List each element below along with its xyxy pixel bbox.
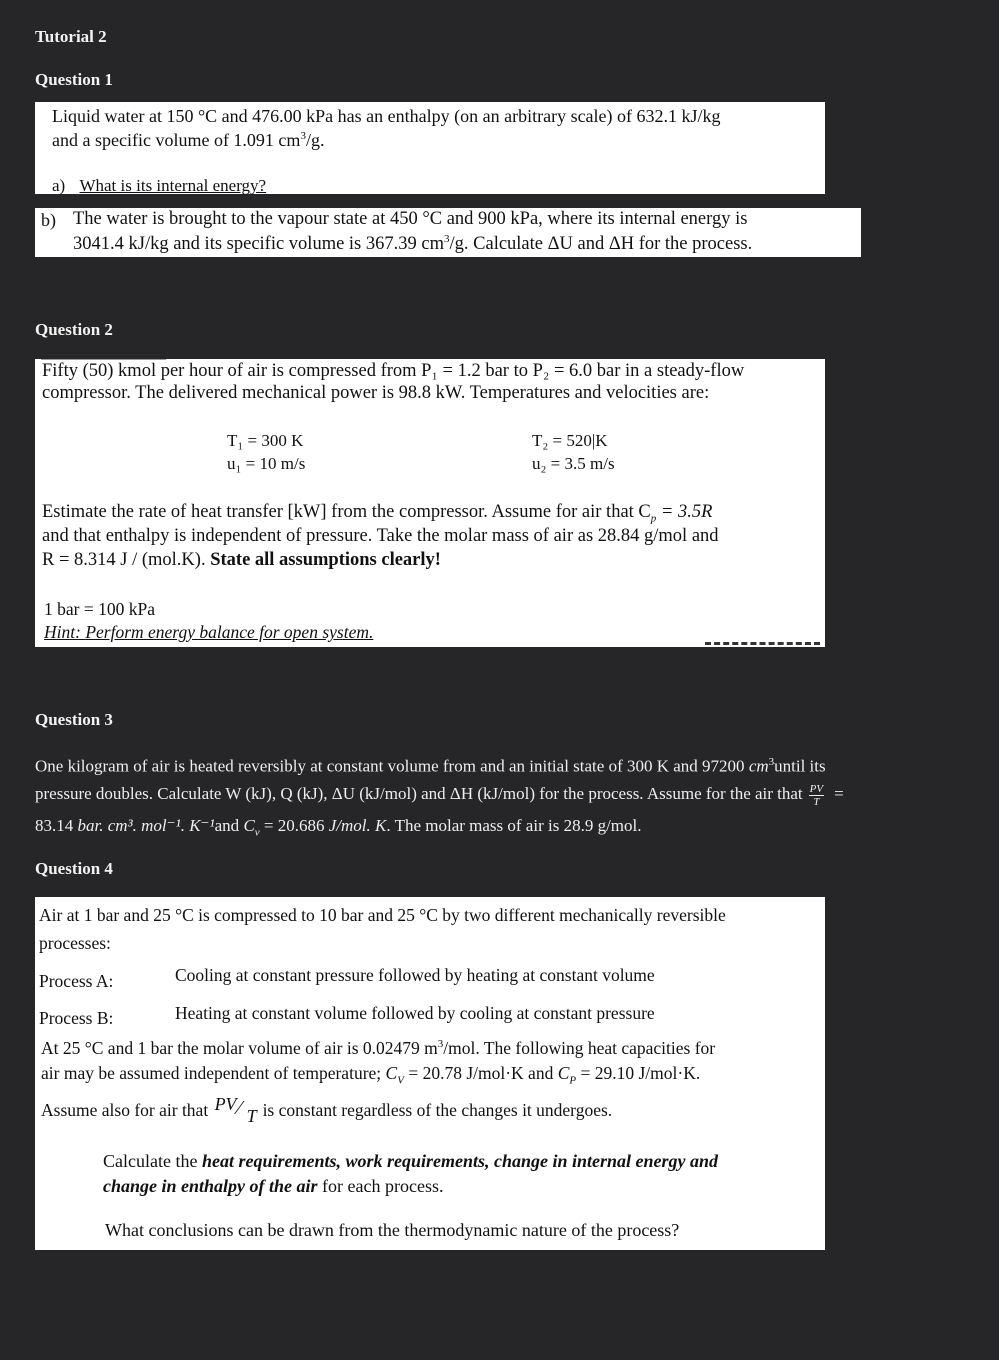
q2-line-1: Fifty (50) kmol per hour of air is compressed from P₁ = 1.2 bar to P₂ = 6.0 bar in a steady-flow <box>42 361 745 381</box>
q1-line-2: and a specific volume of 1.091 $cm^3/g$. <box>52 130 325 150</box>
q1-line-1: Liquid water at 150 °C and 476.00 kPa has an enthalpy (on an arbitrary scale) of 632.1 kJ/kg <box>52 106 721 126</box>
q2-t2: T₂ = 520|K <box>532 431 608 450</box>
q2-t1: T₁ = 300 K <box>227 431 304 450</box>
q4-calculate-line-2: change in enthalpy of the air for each process. <box>103 1176 444 1196</box>
q4-line-2: processes: <box>39 933 111 953</box>
question-4-heading: Question 4 <box>35 859 113 878</box>
question-1b-box <box>35 208 861 257</box>
q2-u2: u₂ = 3.5 m/s <box>532 454 615 473</box>
q3-line-3: 83.14 bar. cm³. mol⁻¹. K⁻¹and $C_v = 20.686$ J/mol. K. The molar mass of air is 28.9 g/mol. <box>35 816 642 839</box>
q4-conclusion: What conclusions can be drawn from the thermodynamic nature of the process? <box>105 1220 680 1240</box>
q4-line-4: air may be assumed independent of temperature; $C_V = 20.78$ J/mol·K and $C_P = 29.10$ J/mol·K. <box>41 1063 701 1087</box>
question-1-box <box>35 102 825 194</box>
q4-process-b-text: Heating at constant volume followed by cooling at constant pressure <box>175 1003 655 1023</box>
q2-cut-rule <box>705 642 820 645</box>
q3-line-1: One kilogram of air is heated reversibly at constant volume from and an initial state of 300 K and 97200 $cm^3until$ its <box>35 756 826 776</box>
q2-line-2: compressor. The delivered mechanical power is 98.8 kW. Temperatures and velocities are: <box>42 383 710 403</box>
question-2-box <box>35 359 825 647</box>
q4-line-5: Assume also for air that PV ⁄ T is constant regardless of the changes it undergoes. <box>41 1094 613 1126</box>
q4-process-a-text: Cooling at constant pressure followed by heating at constant volume <box>175 965 655 985</box>
q2-top-rule <box>41 359 166 360</box>
q4-calculate-line-1: Calculate the heat requirements, work requirements, change in internal energy and <box>103 1151 719 1171</box>
q2-estimate-line-2: and that enthalpy is independent of pressure. Take the molar mass of air as 28.84 g/mol and <box>42 526 719 546</box>
q3-line-2: pressure doubles. Calculate W (kJ), Q (kJ), ΔU (kJ/mol) and ΔH (kJ/mol) for the process. Assume for the air that $\frac{PV}{T}$ = <box>35 782 844 808</box>
question-4-box <box>35 897 825 1250</box>
q1-part-b-line-1: The water is brought to the vapour state at 450 °C and 900 kPa, where its internal energy is <box>73 209 748 229</box>
q2-u1: u₁ = 10 m/s <box>227 454 306 473</box>
q4-process-b-label: Process B: <box>39 1008 114 1028</box>
q1-part-b-label: b) <box>41 210 56 230</box>
q1-part-b-line-2: 3041.4 kJ/kg and its specific volume is 367.39 $cm^3/g$. Calculate ΔU and ΔH for the process. <box>73 233 753 255</box>
q1-part-a: a) What is its internal energy? <box>52 176 267 195</box>
q2-estimate-line-3: R = 8.314 J / (mol.K). State all assumptions clearly! <box>42 550 441 570</box>
q4-process-a-label: Process A: <box>39 971 114 991</box>
question-1-heading: Question 1 <box>35 70 113 89</box>
question-2-heading: Question 2 <box>35 320 113 339</box>
q4-pv-over-t: PV ⁄ T <box>214 1094 257 1126</box>
page-title: Tutorial 2 <box>35 27 107 46</box>
q4-line-1: Air at 1 bar and 25 °C is compressed to 10 bar and 25 °C by two different mechanically reversible <box>39 905 726 925</box>
q2-bar-conversion: 1 bar = 100 kPa <box>44 599 155 619</box>
q2-estimate-line-1: Estimate the rate of heat transfer [kW] from the compressor. Assume for air that $C_p = 3.5R$ <box>42 502 713 525</box>
question-3-heading: Question 3 <box>35 710 113 729</box>
q2-hint: Hint: Perform energy balance for open system. <box>44 622 374 642</box>
q4-line-3: At 25 °C and 1 bar the molar volume of air is 0.02479 $m^3$/mol. The following heat capacities for <box>41 1038 716 1058</box>
